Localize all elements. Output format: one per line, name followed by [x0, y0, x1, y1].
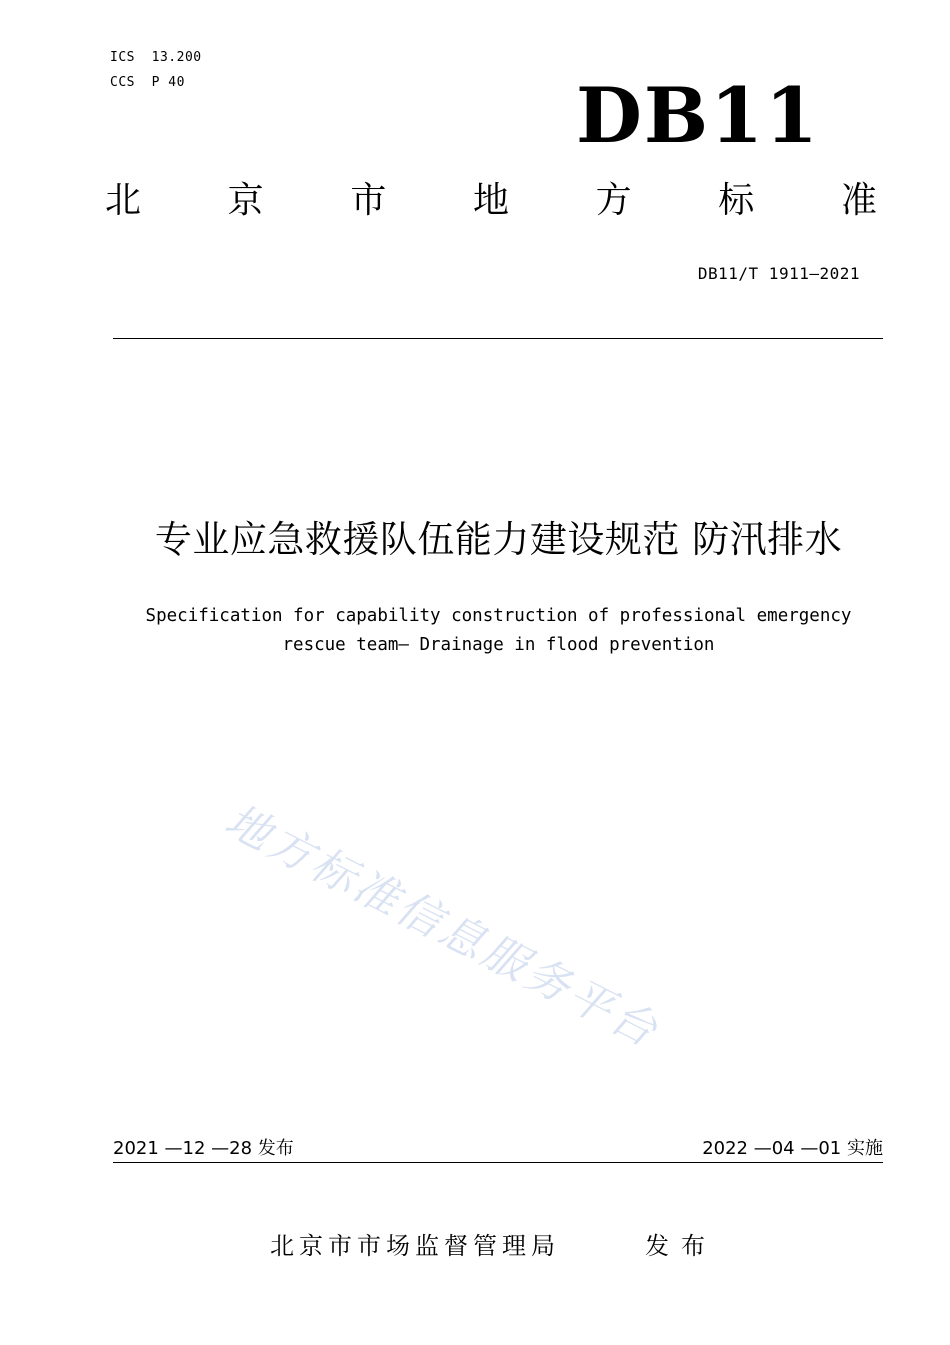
standard-type-char: 京	[227, 180, 264, 221]
bottom-divider	[113, 1162, 883, 1163]
standard-type-char: 市	[350, 180, 387, 221]
publisher-name: 北京市市场监督管理局	[270, 1232, 560, 1260]
top-divider	[113, 338, 883, 339]
title-english-line-1: Specification for capability construction of professional emergency	[145, 606, 852, 626]
ccs-code: CCS P 40	[110, 75, 185, 90]
standard-type-char: 方	[595, 180, 632, 221]
standard-type-char: 标	[718, 180, 755, 221]
watermark: 地方标准信息服务平台	[216, 794, 668, 1059]
ics-code: ICS 13.200	[110, 50, 202, 65]
issue-date: 2021 —12 —28 发布	[113, 1138, 294, 1159]
standard-type-heading	[105, 180, 877, 221]
title-english	[0, 602, 950, 660]
implementation-date: 2022 —04 —01 实施	[702, 1138, 883, 1159]
db-standard-mark: DB11	[576, 71, 820, 160]
standard-type-char: 地	[472, 180, 509, 221]
title-chinese: 专业应急救援队伍能力建设规范 防汛排水	[154, 518, 843, 561]
standard-type-char: 准	[840, 180, 877, 221]
standard-number: DB11/T 1911—2021	[697, 264, 860, 283]
title-english-line-2: rescue team— Drainage in flood prevention	[282, 635, 715, 655]
standard-type-char: 北	[105, 180, 142, 221]
publish-label: 发布	[645, 1232, 717, 1260]
